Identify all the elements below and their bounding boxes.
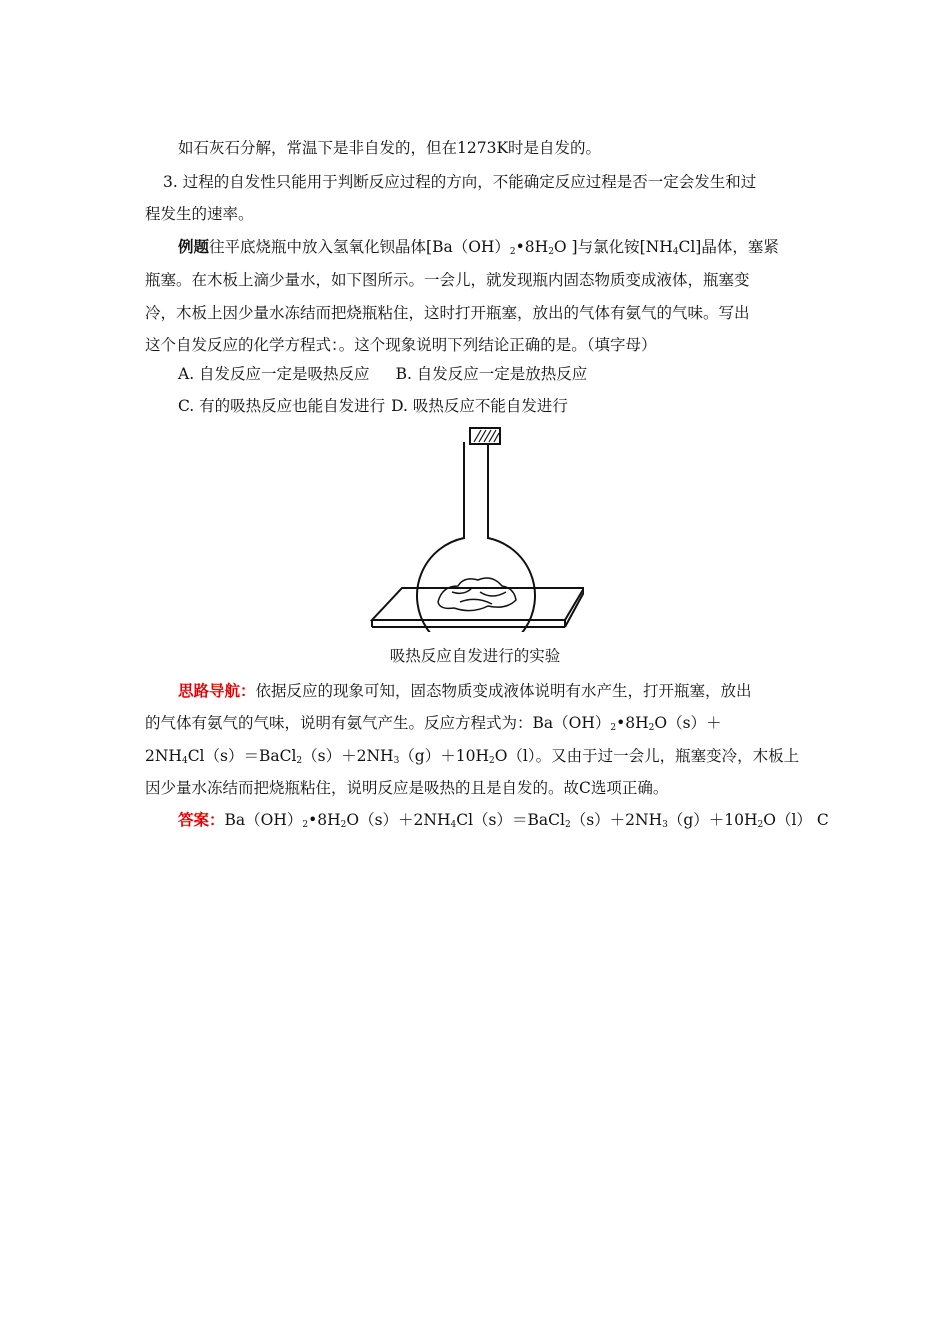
options-row-1 xyxy=(178,364,818,384)
figure-caption: 吸热反应自发进行的实验 xyxy=(389,647,561,665)
intro-line-1: 如石灰石分解，常温下是非自发的，但在1273K时是自发的。 xyxy=(178,139,602,157)
analysis-label: 思路导航： xyxy=(178,681,256,700)
analysis-line-3: $2NH_4Cl(s)=BaCl_2(s)+2NH_3(g)+10H_2O(l)$。又由于过一会儿，瓶塞变冷，木板上 xyxy=(145,747,800,766)
options-row-2 xyxy=(178,396,818,416)
point-3-line-2: 程发生的速率。 xyxy=(145,205,254,223)
example-line-4: 这个自发反应的化学方程式：。这个现象说明下列结论正确的是。（填字母） xyxy=(145,336,657,354)
flask-experiment-figure xyxy=(368,420,584,632)
example-line-2: 瓶塞。在木板上滴少量水，如下图所示。一会儿，就发现瓶内固态物质变成液体，瓶塞变 xyxy=(145,271,750,289)
board-outline xyxy=(372,588,584,620)
flask-outline xyxy=(417,442,535,632)
answer-label: 答案： xyxy=(178,810,225,829)
crystals xyxy=(438,578,516,611)
example-line-3: 冷，木板上因少量水冻结而把烧瓶粘住，这时打开瓶塞，放出的气体有氨气的气味。写出 xyxy=(145,304,750,322)
example-line-1: 例题往平底烧瓶中放入氢氧化钡晶体[$Ba(OH)_2•8H_2O$ ]与氯化铵$[NH_4Cl]$晶体，塞紧 xyxy=(178,237,779,257)
option-b: B. 自发反应一定是放热反应 xyxy=(395,365,588,383)
option-c: C. 有的吸热反应也能自发进行 xyxy=(178,397,386,415)
analysis-line-1: 思路导航：依据反应的现象可知，固态物质变成液体说明有水产生，打开瓶塞，放出 xyxy=(178,681,752,700)
option-d: D. 吸热反应不能自发进行 xyxy=(391,397,568,415)
option-a: A. 自发反应一定是吸热反应 xyxy=(178,365,370,383)
analysis-line-2: 的气体有氨气的气味，说明有氨气产生。反应方程式为：$Ba(OH)_2•8H_2O(s)+$ xyxy=(145,714,722,733)
point-3-line-1: 3. 过程的自发性只能用于判断反应过程的方向，不能确定反应过程是否一定会发生和过 xyxy=(163,173,757,191)
example-label: 例题 xyxy=(178,237,210,256)
answer-line: 答案：$Ba(OH)_2•8H_2O(s)+2NH_4Cl(s)=BaCl_2(s)+2NH_3(g)+10H_2O(l)$ C xyxy=(178,810,829,830)
analysis-line-4: 因少量水冻结而把烧瓶粘住，说明反应是吸热的且是自发的。故C选项正确。 xyxy=(145,779,669,797)
